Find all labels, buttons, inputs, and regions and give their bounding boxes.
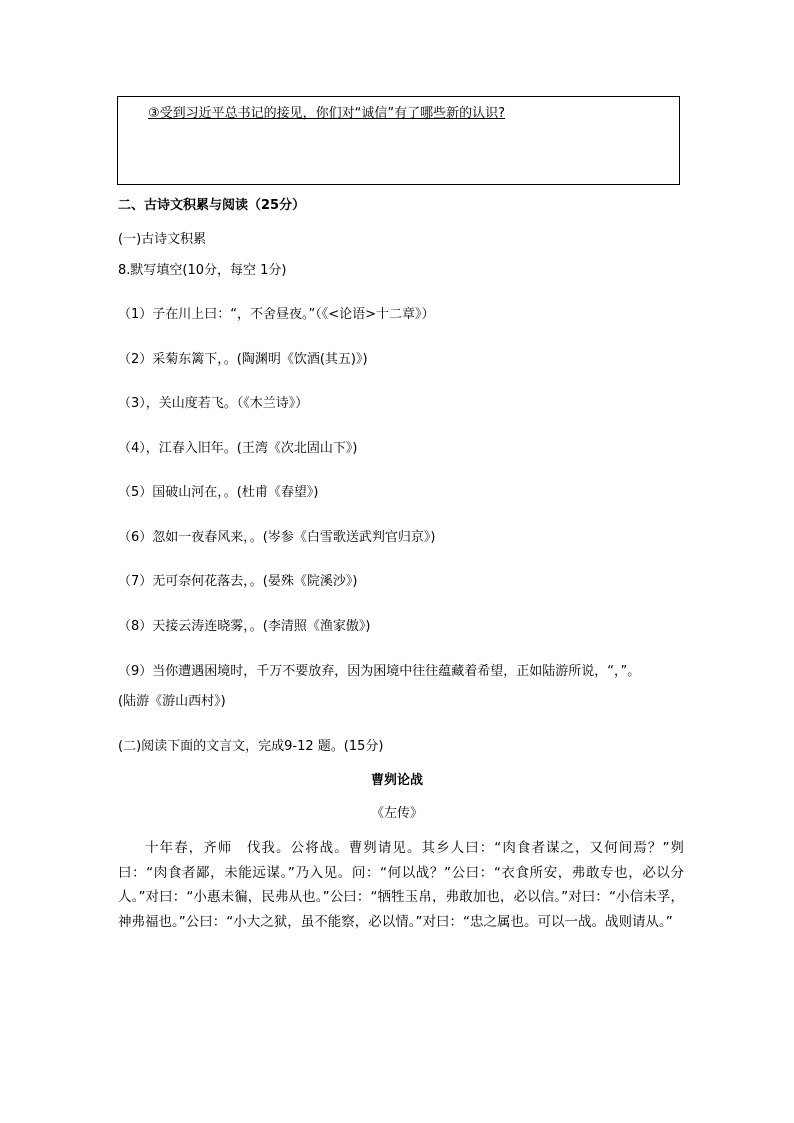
article-body: 十年春，齐师 伐我。公将战。曹刿请见。其乡人曰：“肉食者谋之，又何间焉？”刿曰：“肉食者鄙，未能远谋。”乃入见。问：“何以战？”公曰：“衣食所安，弗敢专也，必以分人。”对曰：“小惠未徧，民弗从也。”公曰：“牺牲玉帛，弗敢加也，必以信。”对曰：“小信未孚，神弗福也。”公曰：“小大之狱，虽不能察，必以情。”对曰：“忠之属也。可以一战。战则请从。” xyxy=(118,840,684,930)
part2-title: (二)阅读下面的文言文，完成9-12 题。(15分) xyxy=(118,739,384,754)
fill-item-1: （1）子在川上曰：“，不舍昼夜。”（《<论语>十二章》） xyxy=(118,307,435,322)
fill-item-3: （3），关山度若飞。（《木兰诗》） xyxy=(118,396,309,411)
fill-item-4: （4），江春入旧年。(王湾《次北固山下》) xyxy=(118,441,358,456)
fill-item-9-source: (陆游《游山西村》) xyxy=(118,694,226,709)
fill-item-9: （9）当你遭遇困境时，千万不要放弃，因为困境中往往蕴藏着希望，正如陆游所说，“，”。 xyxy=(118,664,641,679)
fill-item-6: （6）忽如一夜春风来，。(岑参《白雪歌送武判官归京》) xyxy=(118,530,436,545)
article-title: 曹刿论战 xyxy=(370,773,423,788)
fill-item-8: （8）天接云涛连晓雾，。(李清照《渔家傲》) xyxy=(118,619,371,634)
question-3-text: ③受到习近平总书记的接见，你们对“诚信”有了哪些新的认识? xyxy=(148,106,506,121)
section-heading: 二、古诗文积累与阅读（25分） xyxy=(118,198,306,213)
fill-item-5: （5）国破山河在，。(杜甫《春望》) xyxy=(118,485,319,500)
part1-title: (一)古诗文积累 xyxy=(118,232,207,247)
question-8-title: 8.默写填空(10分，每空 1分) xyxy=(118,263,287,278)
fill-item-7: （7）无可奈何花落去，。(晏殊《院溪沙》) xyxy=(118,574,358,589)
answer-box xyxy=(117,96,680,185)
article-source: 《左传》 xyxy=(370,806,423,821)
fill-item-2: （2）采菊东篱下，。(陶渊明《饮酒(其五)》) xyxy=(118,352,368,367)
